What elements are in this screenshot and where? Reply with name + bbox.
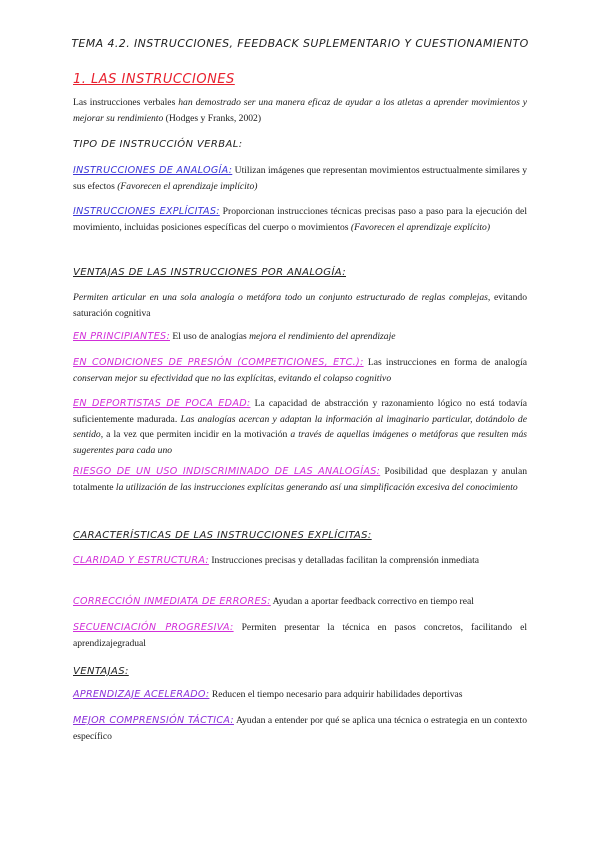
acelerado-term: APRENDIZAJE ACELERADO:	[73, 689, 210, 700]
riesgo-emphasis: la utilización de las instrucciones explícitas generando así una simplificación excesiva del conocimiento	[115, 481, 518, 493]
analogia-term: INSTRUCCIONES DE ANALOGÍA:	[73, 165, 233, 176]
claridad-term: CLARIDAD Y ESTRUCTURA:	[73, 555, 209, 566]
poca-edad-text: La capacidad de abstracción y razonamiento lógico no está todavía suficientemente madurada.	[73, 398, 527, 425]
intro-paragraph	[73, 95, 527, 126]
poca-edad-text-2: a la vez que permiten incidir en la motivación	[103, 429, 291, 440]
ventajas-intro-text: evitando saturación cognitiva	[73, 292, 527, 319]
principiantes-text: El uso de analogías	[169, 331, 250, 342]
poca-edad-emphasis: Las analogías acercan y adaptan la información al imaginario particular, dotándolo de sentido,	[73, 413, 527, 440]
riesgo-text: Posibilidad que desplazan y anulan totalmente	[73, 466, 527, 493]
claridad-paragraph	[73, 553, 527, 569]
principiantes-paragraph	[73, 329, 527, 345]
ventajas-intro-emphasis: Permiten articular en una sola analogía o metáfora todo un conjunto estructurado de reglas complejas,	[73, 292, 491, 303]
tactica-text: Ayudan a entender por qué se aplica una técnica o estrategia en un contexto específico	[73, 715, 527, 742]
correccion-paragraph	[73, 594, 527, 610]
presion-text: Las instrucciones en forma de analogía	[363, 357, 527, 368]
explicitas-paragraph	[73, 204, 527, 235]
ventajas-heading: VENTAJAS:	[73, 666, 129, 677]
analogia-text: Utilizan imágenes que representan movimientos estructualmente similares y sus efectos	[73, 165, 527, 192]
explicitas-term: INSTRUCCIONES EXPLÍCITAS:	[73, 206, 220, 217]
explicitas-text: Proporcionan instrucciones técnicas precisas paso a paso para la ejecución del movimiento, incluidas posiciones específicas del cuerpo o movimientos	[73, 206, 527, 233]
caracteristicas-heading: CARACTERÍSTICAS DE LAS INSTRUCCIONES EXPLÍCITAS:	[73, 530, 372, 541]
secuenciacion-text: Permiten presentar la técnica en pasos concretos, facilitando el aprendizajegradual	[73, 622, 527, 649]
analogia-note: (Favorecen el aprendizaje implícito)	[117, 180, 258, 192]
presion-paragraph	[73, 355, 527, 386]
ventajas-intro-paragraph	[73, 290, 527, 321]
section-title: 1. LAS INSTRUCCIONES	[73, 72, 235, 87]
poca-edad-paragraph	[73, 396, 527, 458]
poca-edad-emphasis-2: a través de aquellas imágenes o metáforas que resulten más sugerentes para cada uno	[73, 429, 527, 456]
correccion-text: Ayudan a aportar feedback correctivo en tiempo real	[270, 596, 474, 607]
intro-text: Las instrucciones verbales	[73, 97, 179, 108]
correccion-term: CORRECCIÓN INMEDIATA DE ERRORES:	[73, 596, 271, 607]
claridad-text: Instrucciones precisas y detalladas facilitan la comprensión inmediata	[208, 555, 480, 566]
presion-emphasis: conservan mejor su efectividad que no las explícitas, evitando el colapso cognitivo	[73, 372, 392, 384]
acelerado-paragraph	[73, 687, 527, 703]
principiantes-emphasis: mejora el rendimiento del aprendizaje	[249, 331, 396, 342]
analogia-paragraph	[73, 163, 527, 194]
acelerado-text: Reducen el tiempo necesario para adquirir habilidades deportivas	[209, 689, 463, 700]
explicitas-note: (Favorecen el aprendizaje explícito)	[350, 221, 491, 233]
intro-emphasis: han demostrado ser una manera eficaz de ayudar a los atletas a aprender movimientos y mejorar su rendimiento	[73, 97, 527, 124]
secuenciacion-term: SECUENCIACIÓN PROGRESIVA:	[73, 622, 234, 633]
tactica-term: MEJOR COMPRENSIÓN TÁCTICA:	[73, 715, 234, 726]
ventajas-analogia-heading: VENTAJAS DE LAS INSTRUCCIONES POR ANALOGÍA:	[73, 267, 347, 278]
presion-term: EN CONDICIONES DE PRESIÓN (COMPETICIONES, ETC.):	[73, 357, 364, 368]
riesgo-term: RIESGO DE UN USO INDISCRIMINADO DE LAS ANALOGÍAS:	[73, 466, 381, 477]
poca-edad-term: EN DEPORTISTAS DE POCA EDAD:	[73, 398, 251, 409]
secuenciacion-paragraph	[73, 620, 527, 651]
principiantes-term: EN PRINCIPIANTES:	[73, 331, 170, 342]
riesgo-paragraph	[73, 464, 527, 495]
tipo-heading: TIPO DE INSTRUCCIÓN VERBAL:	[73, 139, 243, 150]
document-title: TEMA 4.2. INSTRUCCIONES, FEEDBACK SUPLEMENTARIO Y CUESTIONAMIENTO	[71, 37, 529, 50]
intro-citation: (Hodges y Franks, 2002)	[163, 112, 262, 124]
tactica-paragraph	[73, 713, 527, 744]
